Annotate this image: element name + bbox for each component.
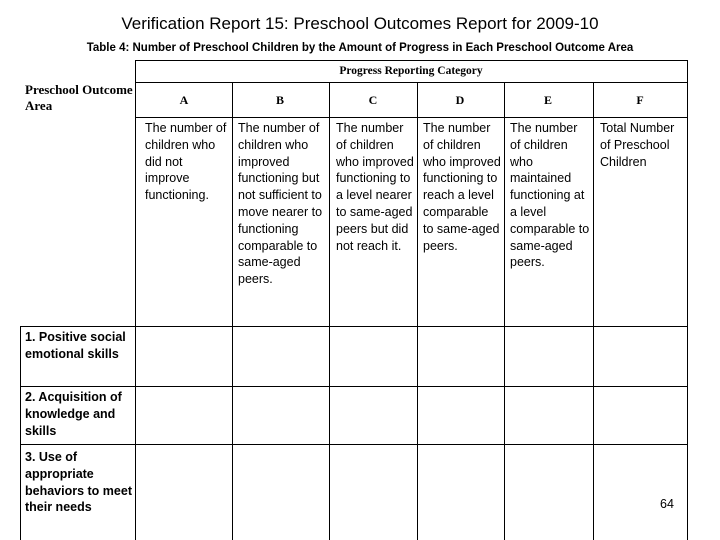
outcome-row-1-label: 1. Positive social emotional skills (25, 330, 126, 361)
outcome-row-3-label: 3. Use of appropriate behaviors to meet their needs (25, 450, 132, 515)
column-description-b: The number of children who improved functioning but not sufficient to move nearer to functioning comparable to same-aged peers. (238, 121, 323, 287)
column-description-a: The number of children who did not improve functioning. (145, 121, 227, 203)
column-description-f: Total Number of Preschool Children (600, 121, 675, 169)
column-letter-f: F (636, 93, 644, 107)
column-letter-a: A (179, 93, 189, 107)
page-number: 64 (660, 497, 674, 511)
row-header: Preschool Outcome Area (25, 82, 133, 113)
column-letter-c: C (368, 93, 378, 107)
column-letter-d: D (455, 93, 465, 107)
column-description-e: The number of children who maintained functioning at a level comparable to same-aged peers. (510, 121, 590, 270)
outcome-row-2-label: 2. Acquisition of knowledge and skills (25, 390, 122, 438)
category-heading: Progress Reporting Category (339, 65, 483, 77)
column-description-c: The number of children who improved functioning to a level nearer to same-aged peers but did not reach it. (336, 121, 414, 253)
column-description-d: The number of children who improved functioning to reach a level comparable to same-aged peers. (423, 121, 501, 253)
column-letter-b: B (275, 93, 284, 107)
column-letter-e: E (543, 93, 552, 107)
report-title: Verification Report 15: Preschool Outcomes Report for 2009-10 (121, 14, 599, 33)
table-title: Table 4: Number of Preschool Children by the Amount of Progress in Each Preschool Outcome Area (86, 42, 634, 54)
